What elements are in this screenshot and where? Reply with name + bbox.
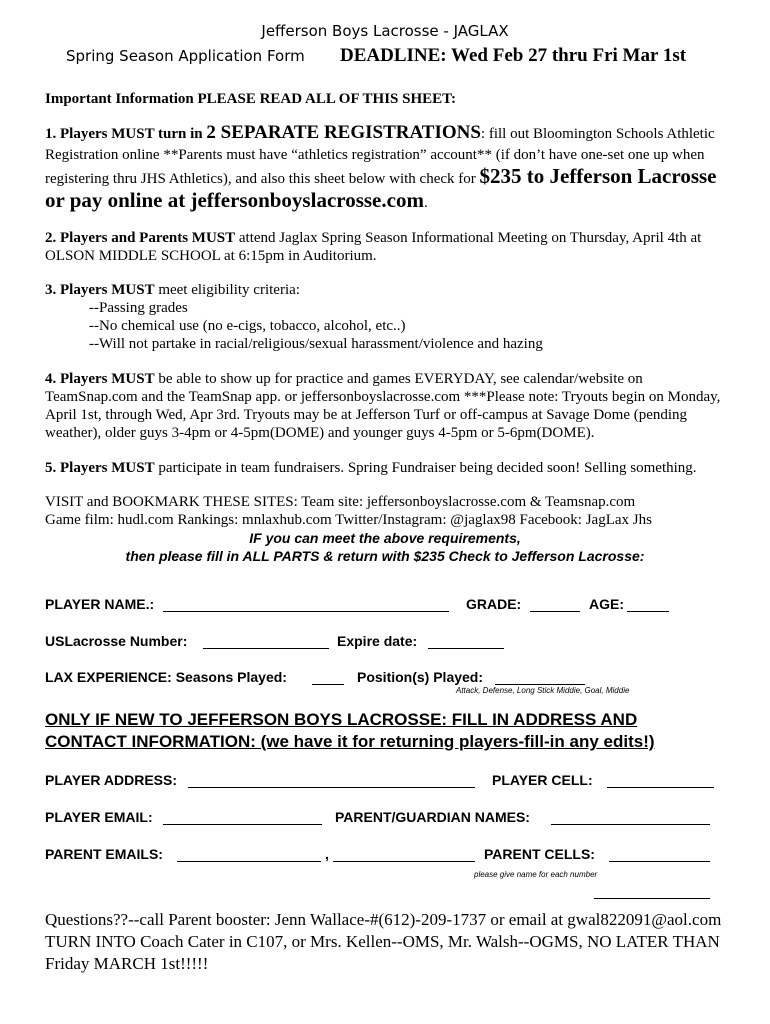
expire-label: Expire date:	[337, 633, 418, 649]
parent-cell-field-2[interactable]	[594, 898, 710, 899]
parent-cell-field-1[interactable]	[609, 861, 710, 862]
grade-label: GRADE:	[466, 596, 522, 612]
email-separator: ,	[325, 846, 329, 862]
parent-cells-hint: please give name for each number	[474, 870, 598, 879]
turn-in-line: TURN INTO Coach Cater in C107, or Mrs. Kellen--OMS, Mr. Walsh--OGMS, NO LATER THAN Friday MARCH 1st!!!!!	[45, 932, 720, 973]
item-2-text: attend Jaglax Spring Season Informational Meeting on Thursday, April 4th at OLSON MIDDLE SCHOOL at 6:15pm in Auditorium.	[45, 230, 702, 264]
requirements-line-1: IF you can meet the above requirements,	[249, 530, 521, 546]
seasons-field[interactable]	[312, 684, 344, 685]
item-2	[45, 229, 725, 265]
player-name-field[interactable]	[163, 611, 449, 612]
requirements-line-2: then please fill in ALL PARTS & return with $235 Check to Jefferson Lacrosse:	[125, 548, 645, 564]
positions-label: Position(s) Played:	[357, 669, 484, 685]
item-3-text: meet eligibility criteria:	[154, 282, 300, 298]
positions-field[interactable]	[495, 684, 585, 685]
item-5-lead: 5. Players MUST	[45, 460, 155, 476]
player-cell-field[interactable]	[607, 787, 714, 788]
item-4	[45, 370, 725, 442]
item-3-lead: 3. Players MUST	[45, 282, 155, 298]
item-4-lead: 4. Players MUST	[45, 371, 155, 387]
item-1-text: : fill out Bloomington Schools Athletic Registration online **Parents must have “athletics registration” account** (if don’t have one-set one up when registering thru JHS Athletics), and also this sheet below with check for	[45, 126, 715, 187]
experience-label: LAX EXPERIENCE: Seasons Played:	[45, 669, 287, 685]
criteria-item: --No chemical use (no e-cigs, tobacco, alcohol, etc..)	[89, 318, 406, 334]
uslacrosse-label: USLacrosse Number:	[45, 633, 188, 649]
item-1	[45, 122, 725, 214]
player-address-field[interactable]	[188, 787, 475, 788]
parent-cells-label: PARENT CELLS:	[484, 846, 595, 862]
sites-line-2: Game film: hudl.com Rankings: mnlaxhub.com Twitter/Instagram: @jaglax98 Facebook: JagLax Jhs	[45, 512, 652, 528]
item-1-big: 2 SEPARATE REGISTRATIONS	[206, 122, 481, 143]
player-cell-label: PLAYER CELL:	[492, 772, 593, 788]
questions-line: Questions??--call Parent booster: Jenn Wallace-#(612)-209-1737 or email at gwal822091@aol.com	[45, 910, 722, 929]
parent-emails-label: PARENT EMAILS:	[45, 846, 163, 862]
item-3	[45, 281, 725, 353]
item-5-text: participate in team fundraisers. Spring Fundraiser being decided soon! Selling something.	[154, 460, 697, 476]
player-email-field[interactable]	[163, 824, 322, 825]
new-player-notice-1: ONLY IF NEW TO JEFFERSON BOYS LACROSSE: FILL IN ADDRESS AND	[45, 710, 638, 729]
item-5	[45, 459, 725, 477]
player-email-label: PLAYER EMAIL:	[45, 809, 153, 825]
age-label: AGE:	[589, 596, 624, 612]
deadline-text: DEADLINE: Wed Feb 27 thru Fri Mar 1st	[340, 45, 687, 66]
item-1-lead: 1. Players MUST turn in	[45, 126, 207, 142]
form-title: Jefferson Boys Lacrosse - JAGLAX	[261, 22, 509, 40]
expire-field[interactable]	[428, 648, 504, 649]
grade-field[interactable]	[530, 611, 580, 612]
item-1-end: .	[423, 195, 428, 211]
important-heading: Important Information PLEASE READ ALL OF THIS SHEET:	[45, 91, 457, 107]
parent-names-label: PARENT/GUARDIAN NAMES:	[335, 809, 530, 825]
age-field[interactable]	[627, 611, 669, 612]
item-1-price: $235 to Jefferson Lacrosse or pay online at jeffersonboyslacrosse.com	[45, 164, 717, 212]
form-subtitle: Spring Season Application Form	[66, 47, 305, 65]
positions-hint: Attack, Defense, Long Stick Middie, Goal, Middie	[456, 686, 630, 695]
player-address-label: PLAYER ADDRESS:	[45, 772, 177, 788]
parent-names-field[interactable]	[551, 824, 710, 825]
player-name-label: PLAYER NAME.:	[45, 596, 155, 612]
sites-line-1: VISIT and BOOKMARK THESE SITES: Team site: jeffersonboyslacrosse.com & Teamsnap.com	[45, 494, 636, 510]
new-player-notice-2: CONTACT INFORMATION: (we have it for returning players-fill-in any edits!)	[45, 732, 655, 751]
item-4-text: be able to show up for practice and games EVERYDAY, see calendar/website on TeamSnap.com and the TeamSnap app. or jeffersonboyslacrosse.com ***Please note: Tryouts begin on Monday, April 1st, through Wed, Apr 3rd. Tryouts may be at Jefferson Turf or off-campus at Savage Dome (pending weather), older guys 3-4pm or 4-5pm(DOME) and younger guys 4-5pm or 5-6pm(DOME).	[45, 371, 721, 441]
uslacrosse-field[interactable]	[203, 648, 329, 649]
parent-email-field-1[interactable]	[177, 861, 321, 862]
item-2-lead: 2. Players and Parents MUST	[45, 230, 236, 246]
parent-email-field-2[interactable]	[333, 861, 475, 862]
criteria-item: --Passing grades	[89, 300, 188, 316]
criteria-item: --Will not partake in racial/religious/sexual harassment/violence and hazing	[89, 336, 543, 352]
